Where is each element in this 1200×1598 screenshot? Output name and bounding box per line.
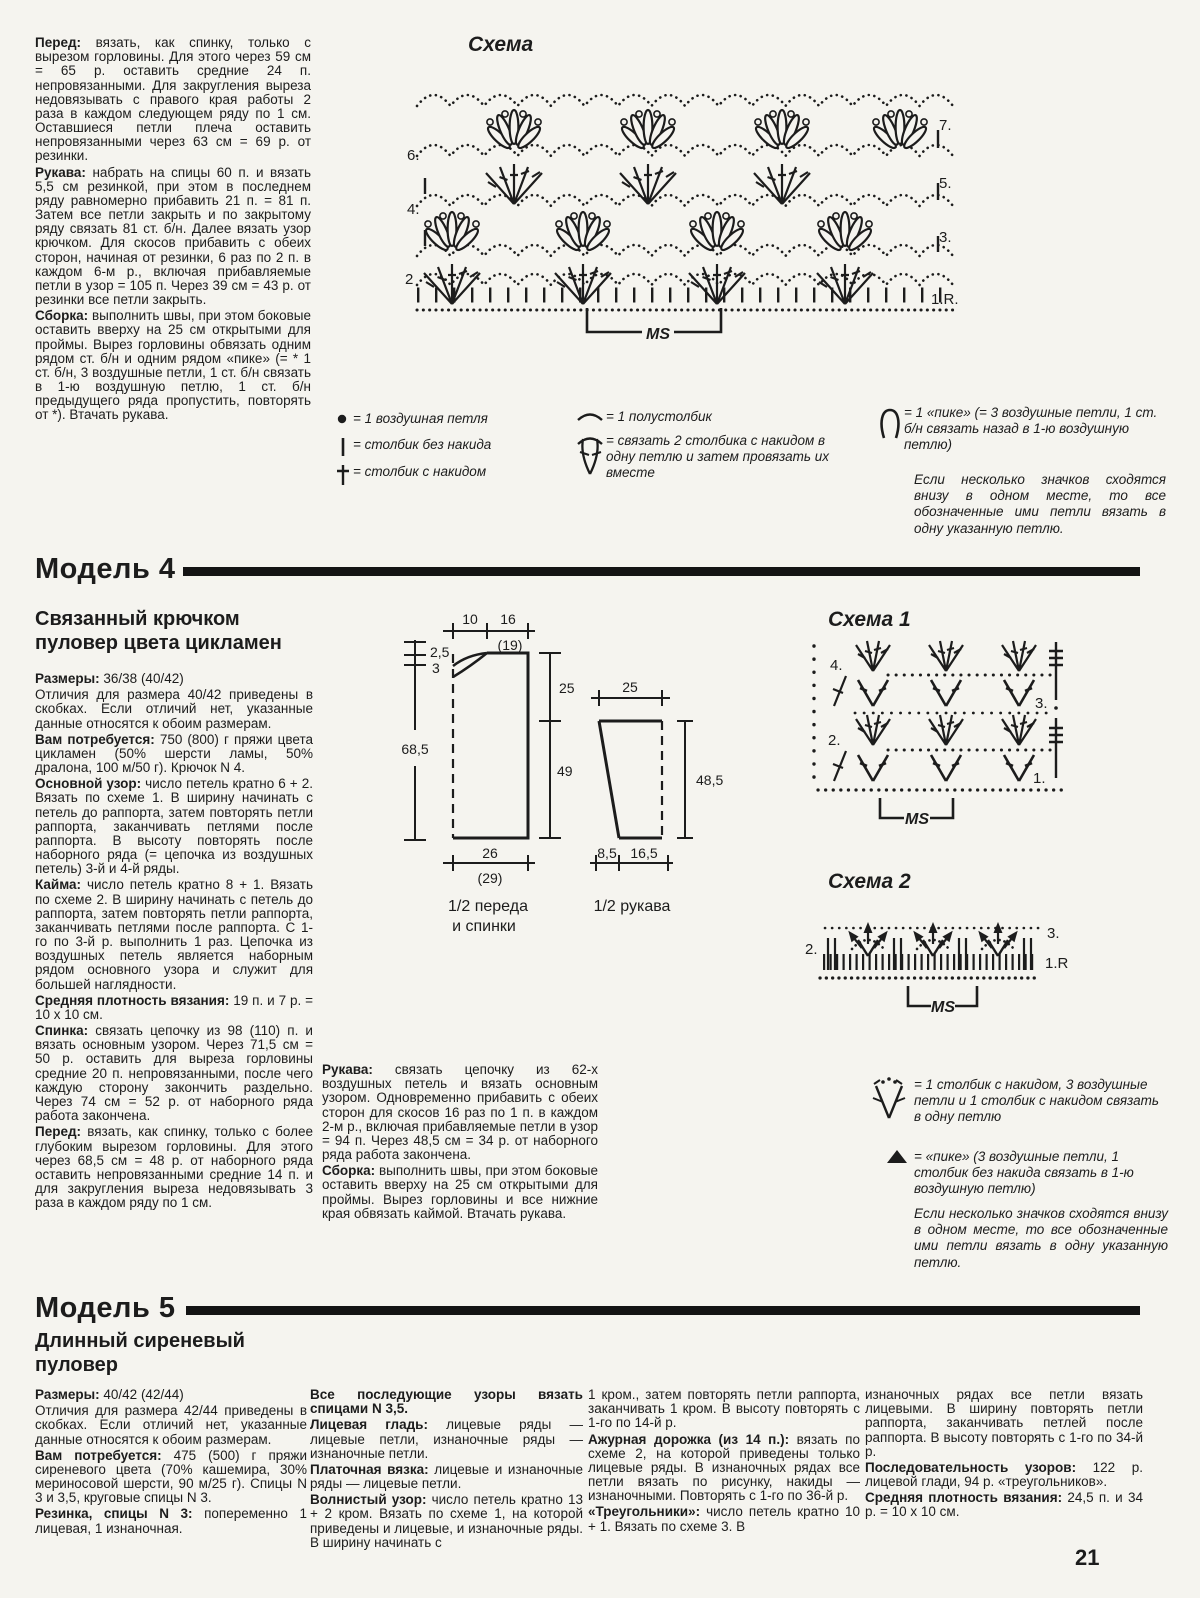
model5-header: Модель 5	[35, 1292, 176, 1324]
legend-text: = 1 воздушная петля	[353, 411, 488, 426]
legend-item	[864, 1076, 1160, 1124]
header-rule	[186, 1306, 1140, 1315]
paragraph: Средняя плотность вязания: 24,5 п. и 34 р. = 10 х 10 см.	[865, 1490, 1143, 1520]
model5-column-4	[865, 1388, 1143, 1522]
page-number: 21	[1075, 1545, 1100, 1570]
paragraph: Размеры: 40/42 (42/44)	[35, 1387, 184, 1402]
svg-text:4.: 4.	[830, 657, 843, 674]
legend-item	[574, 432, 844, 480]
legend-item	[333, 436, 578, 458]
model5-column-3	[588, 1388, 860, 1536]
svg-text:2.: 2.	[805, 941, 818, 958]
schema2-title: Схема 2	[828, 870, 911, 893]
svg-text:2.: 2.	[828, 732, 841, 749]
paragraph: Рукава: связать цепочку из 62-х воздушных петель и вязать основным узором. Одновременно прибавить с обеих сторон для скосов 16 раз по 1 п. в каждом 2-м р., включая прибавляемые петли в узор = 94 п. Через 48,5 см = 34 р. от наборного ряда работа закончена.	[322, 1062, 598, 1163]
svg-text:5.: 5.	[939, 175, 952, 192]
svg-text:3: 3	[432, 660, 440, 676]
svg-text:1/2 рукава: 1/2 рукава	[593, 898, 671, 915]
model5-title: Длинный сиреневый пуловер	[35, 1330, 245, 1376]
legend-text: = 1 «пике» (= 3 воздушные петли, 1 ст. б/н связать назад в 1-ю воздушную петлю)	[904, 405, 1158, 452]
paragraph: «Треугольники»: число петель кратно 10 + 1. Вязать по схеме 3. В	[588, 1504, 860, 1534]
legend-item	[880, 1148, 1160, 1196]
paragraph: Отличия для размера 42/44 приведены в скобках. Если отличий нет, указанные данные относятся к обоим размерам.	[35, 1403, 307, 1447]
legend-text: = столбик с накидом	[353, 464, 487, 479]
schema1-title: Схема 1	[828, 608, 911, 631]
paragraph: Волнистый узор: число петель кратно 13 + 2 кром. Вязать по схеме 1, на которой приведены и лицевые, и изнаночные ряды. В ширину начинать с	[310, 1492, 583, 1550]
crochet-chart-schema1	[800, 638, 1180, 838]
legend-text: = столбик без накида	[353, 437, 492, 452]
paragraph: Основной узор: число петель кратно 6 + 2. Вязать по схеме 1. В ширину начинать с петель до раппорта, затем повторять петли раппорта, заканчивать петлями после раппорта. В высоту повторять после наборного ряда (= цепочка из воздушных петель) 3-й и 4-й ряды.	[35, 776, 313, 877]
double-crochet-cross-icon	[333, 463, 353, 487]
turning-chain-symbols	[1049, 642, 1063, 778]
paragraph: Ажурная дорожка (из 14 п.): вязать по схеме 2, на которой приведены только лицевые ряды. В изнаночных рядах все петли вязать по рисунку, накиды — изнаночными. Повторять с 1-го по 36-й р.	[588, 1431, 860, 1504]
chain-dot-icon	[333, 410, 353, 426]
paragraph: Сборка: выполнить швы, при этом боковые оставить вверху на 25 см открытыми для проймы. Вырез горловины обвязать одним рядом ст. б/н и одним рядом «пике» (= * 1 ст. б/н, 3 воздушные петли, 1 ст. б/н связать в 1-ю воздушную петлю, 1 ст. б/н предыдущего ряда пропустить, повторять от *). Втачать рукава.	[35, 308, 311, 423]
svg-text:2: 2	[405, 271, 414, 288]
svg-text:49: 49	[557, 763, 573, 779]
svg-text:6.: 6.	[407, 147, 420, 164]
crochet-chart-main	[395, 78, 975, 350]
picot-loop-icon	[876, 404, 904, 442]
paragraph: Вам потребуется: 750 (800) г пряжи цвета цикламен (50% шерсти ламы, 50% дралона, 100 м/50 г). Крючок N 4.	[35, 731, 313, 776]
svg-text:10: 10	[462, 611, 478, 627]
svg-text:3.: 3.	[1047, 925, 1060, 942]
legend-text: = «пике» (3 воздушные петли, 1 столбик без накида связать в 1-ю воздушную петлю)	[914, 1149, 1134, 1196]
svg-text:26: 26	[482, 845, 498, 861]
paragraph: Сборка: выполнить швы, при этом боковые оставить вверху на 25 см открытыми для проймы. Вырез горловины и все нижние края обвязать каймой. Втачать рукава.	[322, 1163, 598, 1221]
paragraph: Отличия для размера 40/42 приведены в скобках. Если отличий нет, указанные данные относятся к обоим размерам.	[35, 687, 313, 731]
measurement-diagram	[385, 578, 735, 950]
svg-text:4.: 4.	[407, 201, 420, 218]
paragraph: 1 кром., затем повторять петли раппорта, заканчивать 1 кром. В высоту повторять с 1-го по 14-й р.	[588, 1387, 860, 1431]
paragraph: Лицевая гладь: лицевые ряды — лицевые петли, изнаночные ряды — изнаночные петли.	[310, 1417, 583, 1461]
repeat-label: MS	[931, 999, 955, 1016]
main-chart-title: Схема	[468, 33, 534, 56]
paragraph: Последовательность узоров: 122 р. лицевой глади, 94 р. «треугольников».	[865, 1459, 1143, 1490]
legend-text: = 1 столбик с накидом, 3 воздушные петли и 1 столбик с накидом связать в одну петлю	[914, 1077, 1160, 1124]
paragraph: Перед: вязать, как спинку, только с более глубоким вырезом горловины. Для этого через 68,5 см = 48 р. от наборного ряда оставить непровязанными средние 14 п. и для закругления выреза недовязывать 3 раза в каждом ряду по 1 см.	[35, 1124, 313, 1211]
legend-item	[333, 463, 578, 487]
svg-text:1.R.: 1.R.	[931, 291, 959, 308]
dimension-labels	[401, 611, 723, 886]
svg-text:1.R: 1.R	[1045, 955, 1069, 972]
two-dc-together-icon	[574, 432, 606, 478]
svg-text:25: 25	[559, 680, 575, 696]
paragraph: Кайма: число петель кратно 8 + 1. Вязать по схеме 2. В ширину начинать с петель до раппорта, затем повторять петли раппорта, заканчивать петлями после раппорта. С 1-го по 3-й р. выполнить 1 раз. Цепочка из воздушных петель является наборным рядом основного узора и служит для большей наглядности.	[35, 877, 313, 992]
svg-text:16,5: 16,5	[630, 845, 658, 861]
legend-note: Если несколько значков сходятся внизу в одном месте, то все обозначенные ими петли вязать в одну указанную петлю.	[914, 472, 1166, 536]
model4-header: Модель 4	[35, 553, 176, 585]
svg-text:8,5: 8,5	[597, 845, 617, 861]
paragraph: Рукава: набрать на спицы 60 п. и вязать 5,5 см резинкой, при этом в последнем ряду равномерно прибавить 21 п. = 81 п. Затем все петли закрыть и по закрытому ряду связать 81 ст. б/н. Далее вязать узор крючком. Для скосов прибавить с обеих сторон, начиная от резинки, 6 раз по 2 п. в каждом 6-м р., включая прибавляемые петли в узор = 105 п. Через 39 см = 43 р. от резинки все петли закрыть.	[35, 164, 311, 308]
svg-text:2,5: 2,5	[430, 644, 450, 660]
svg-text:(29): (29)	[477, 870, 503, 886]
diagram-captions	[448, 898, 671, 935]
model5-column-1	[35, 1388, 307, 1538]
paragraph: Платочная вязка: лицевые и изнаночные ряды — лицевые петли.	[310, 1461, 583, 1492]
paragraph: Резинка, спицы N 3: попеременно 1 лицевая, 1 изнаночная.	[35, 1506, 307, 1536]
svg-text:68,5: 68,5	[401, 741, 429, 757]
paragraph: Размеры: 36/38 (40/42)	[35, 671, 184, 686]
repeat-label: MS	[905, 811, 929, 828]
repeat-label: MS	[646, 326, 670, 343]
svg-text:16: 16	[500, 611, 516, 627]
svg-text:25: 25	[622, 679, 638, 695]
svg-text:(19): (19)	[497, 637, 523, 653]
paragraph: Спинка: связать цепочку из 98 (110) п. и вязать основным узором. Через 71,5 см = 50 р. оставить для выреза горловины средние 20 п. непровязанными, после чего каждую сторону закончить раздельно. Через 74 см = 52 р. от наборного ряда работа закончена.	[35, 1023, 313, 1124]
paragraph: изнаночных рядах все петли вязать лицевыми. В ширину повторять петли раппорта, заканчивать петлей после раппорта. В высоту повторять с 1-го по 34-й р.	[865, 1387, 1143, 1459]
legend-note: Если несколько значков сходятся внизу в одном месте, то все обозначенные ими петли вязать в одну указанную петлю.	[914, 1206, 1168, 1270]
legend-item	[333, 410, 578, 427]
header-rule	[183, 567, 1140, 576]
svg-text:48,5: 48,5	[696, 772, 724, 788]
legend-item	[574, 408, 844, 425]
legend-item	[876, 404, 1158, 452]
paragraph: Все последующие узоры вязать спицами N 3,5.	[310, 1387, 583, 1417]
model4-left-column	[35, 672, 313, 1212]
svg-text:1.: 1.	[1033, 770, 1046, 787]
crochet-chart-schema2	[795, 898, 1180, 1023]
half-stitch-arc-icon	[574, 408, 606, 422]
picot-triangle-icon	[880, 1148, 914, 1165]
v-cluster-icon	[864, 1076, 914, 1122]
svg-text:и спинки: и спинки	[452, 918, 516, 935]
model4-mid-column	[322, 1063, 598, 1223]
intro-column	[35, 36, 311, 425]
paragraph: Средняя плотность вязания: 19 п. и 7 р. = 10 х 10 см.	[35, 992, 314, 1022]
model5-column-2	[310, 1388, 583, 1552]
paragraph: Перед: вязать, как спинку, только с вырезом горловины. Для этого через 59 см = 65 р. оставить средние 24 п. непровязанными. Для закругления выреза недовязывать с правого края работы 2 раза в каждом следующем ряду по 1 см. Оставшиеся петли плеча оставить непровязанными через 63 см = 69 р. от резинки.	[35, 35, 311, 164]
svg-text:1/2 переда: 1/2 переда	[448, 898, 528, 915]
model4-title: Связанный крючком пуловер цвета цикламен	[35, 608, 282, 654]
paragraph: Вам потребуется: 475 (500) г пряжи сиреневого цвета (70% кашемира, 30% мериносовой шерсти, 90 м/25 г). Спицы N 3 и 3,5, круговые спицы N 3.	[35, 1447, 307, 1506]
svg-text:3.: 3.	[1035, 695, 1048, 712]
svg-text:3.: 3.	[939, 229, 952, 246]
single-crochet-bar-icon	[333, 436, 353, 458]
legend-text: = связать 2 столбика с накидом в одну петлю и затем провязать их вместе	[606, 433, 830, 480]
svg-text:7.: 7.	[939, 117, 952, 134]
legend-text: = 1 полустолбик	[606, 409, 712, 424]
